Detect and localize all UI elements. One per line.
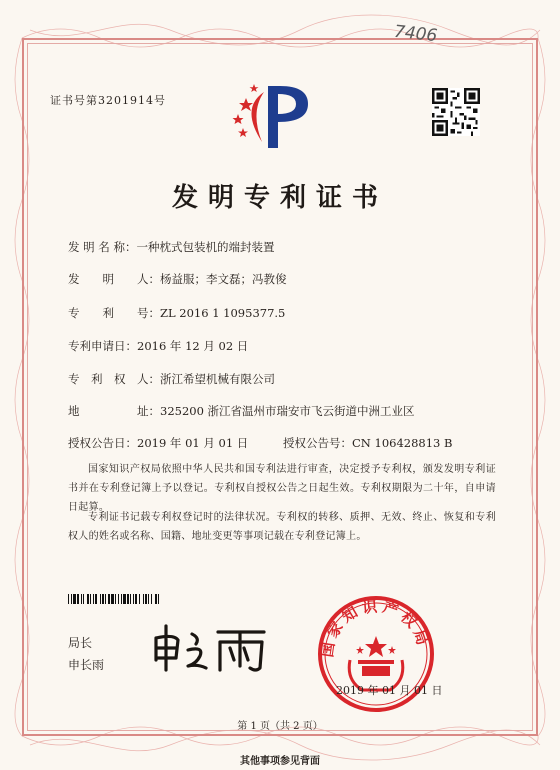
address-label: 地 址： [68,404,160,418]
patent-number-row [68,305,285,321]
patent-number-label: 专 利 号： [68,306,160,320]
grant-statement-paragraph: 国家知识产权局依照中华人民共和国专利法进行审查，决定授予专利权，颁发发明专利证书并在专利登记簿上予以登记。专利权自授权公告之日起生效。专利权期限为二十年，自申请日起算。 [68,464,496,513]
invention-name-label: 发 明 名 称： [68,240,137,254]
barcode-icon [68,594,246,604]
page-number: 第 1 页（共 2 页） [237,721,323,732]
invention-name-value: 一种枕式包装机的端封装置 [136,240,275,254]
inventors-value: 杨益服；李文磊；冯教俊 [160,272,287,286]
grant-date-value: 2019 年 01 月 01 日 [137,436,249,450]
certificate-number [50,92,166,108]
grant-number-label: 授权公告号： [283,436,352,450]
cnipa-logo-icon [228,78,320,154]
seal-date: 2019 年 01 月 01 日 [336,684,443,697]
invention-name-row [68,239,274,255]
director-name: 申长雨 [68,658,105,672]
application-date-label: 专利申请日： [68,339,137,353]
inventors-label: 发 明 人： [68,272,160,286]
certificate-number-value: 3201914 [98,94,154,107]
grant-date-label: 授权公告日： [68,436,137,450]
address-value: 325200 浙江省温州市瑞安市飞云街道中洲工业区 [160,404,415,418]
address-row [68,403,415,419]
handwritten-note: 7406 [393,21,439,47]
application-date-row [68,338,248,354]
application-date-value: 2016 年 12 月 02 日 [137,339,249,353]
certificate-number-label: 证书号第 [50,94,98,107]
grant-number-value: CN 106428813 B [352,436,453,450]
director-signature [148,620,278,676]
document-title: 发明专利证书 [171,183,388,213]
qr-code-icon [432,88,480,136]
director-title: 局长 [68,636,93,650]
patentee-row [68,371,275,387]
patentee-value: 浙江希望机械有限公司 [160,372,275,386]
patent-number-value: ZL 2016 1 1095377.5 [160,306,286,320]
patentee-label: 专 利 权 人： [68,372,160,386]
certificate-number-suffix: 号 [154,94,166,107]
legal-status-paragraph: 专利证书记载专利权登记时的法律状况。专利权的转移、质押、无效、终止、恢复和专利权人的姓名或名称、国籍、地址变更等事项记载在专利登记簿上。 [68,512,496,542]
inventors-row [68,271,287,287]
grant-number-row [283,435,452,451]
footer-note: 其他事项参见背面 [240,756,320,767]
seal-text: 国家知识产权局 [318,597,433,659]
grant-date-row [68,435,248,451]
